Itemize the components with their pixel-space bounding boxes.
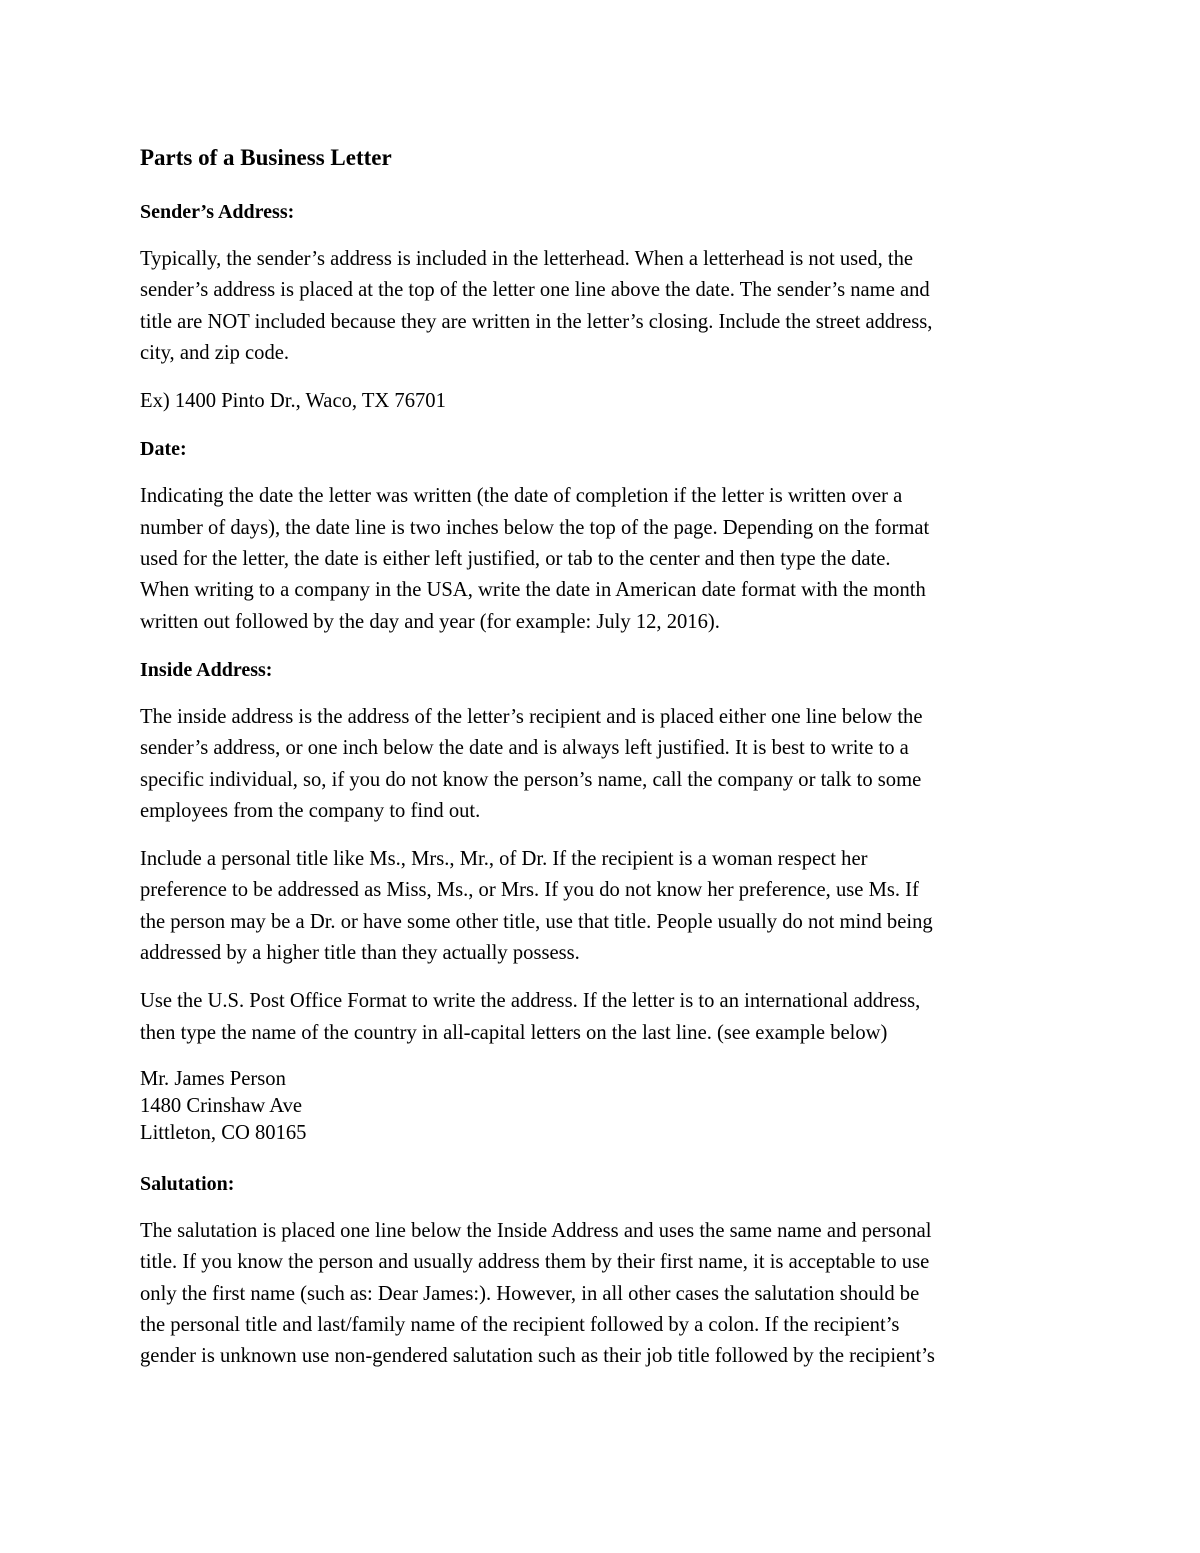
example-address-block: [140, 1066, 1060, 1147]
text-line: employees from the company to find out.: [140, 799, 481, 822]
salutation-heading: Salutation:: [140, 1172, 235, 1195]
text-line: only the first name (such as: Dear James:). However, in all other cases the salutation should be: [140, 1282, 920, 1305]
text-line: The inside address is the address of the letter’s recipient and is placed either one line below the: [140, 705, 923, 728]
inside-address-paragraph-2: [140, 844, 1060, 969]
senders-address-heading: Sender’s Address:: [140, 201, 295, 223]
address-line: Mr. James Person: [140, 1067, 286, 1090]
senders-address-paragraph: [140, 244, 1060, 369]
text-line: Typically, the sender’s address is included in the letterhead. When a letterhead is not used, the: [140, 248, 914, 270]
address-line: Littleton, CO 80165: [140, 1121, 307, 1144]
text-line: the person may be a Dr. or have some other title, use that title. People usually do not mind being: [140, 910, 933, 933]
senders-address-example: Ex) 1400 Pinto Dr., Waco, TX 76701: [140, 390, 446, 413]
inside-address-paragraph-1: [140, 702, 1060, 827]
text-line: the personal title and last/family name of the recipient followed by a colon. If the recipient’s: [140, 1313, 900, 1336]
text-line: gender is unknown use non-gendered salutation such as their job title followed by the recipient’s: [140, 1345, 935, 1368]
salutation-paragraph: [140, 1216, 1060, 1372]
text-line: sender’s address, or one inch below the date and is always left justified. It is best to write to a: [140, 737, 909, 760]
text-line: sender’s address is placed at the top of the letter one line above the date. The sender’s name and: [140, 279, 930, 302]
text-line: preference to be addressed as Miss, Ms., or Mrs. If you do not know her preference, use Ms. If: [140, 879, 919, 902]
text-line: then type the name of the country in all-capital letters on the last line. (see example below): [140, 1021, 888, 1044]
text-line: used for the letter, the date is either left justified, or tab to the center and then type the date.: [140, 548, 891, 571]
text-line: addressed by a higher title than they actually possess.: [140, 942, 580, 965]
text-line: Use the U.S. Post Office Format to write the address. If the letter is to an international address,: [140, 990, 921, 1013]
text-line: specific individual, so, if you do not know the person’s name, call the company or talk to some: [140, 768, 922, 791]
text-line: When writing to a company in the USA, write the date in American date format with the month: [140, 579, 926, 602]
text-line: city, and zip code.: [140, 341, 290, 364]
address-line: 1480 Crinshaw Ave: [140, 1094, 303, 1117]
text-line: title. If you know the person and usually address them by their first name, it is acceptable to use: [140, 1251, 930, 1274]
text-line: Indicating the date the letter was written (the date of completion if the letter is written over a: [140, 485, 903, 508]
date-heading: Date:: [140, 438, 187, 461]
inside-address-heading: Inside Address:: [140, 658, 273, 681]
text-line: Include a personal title like Ms., Mrs., Mr., of Dr. If the recipient is a woman respect her: [140, 848, 868, 871]
text-line: title are NOT included because they are written in the letter’s closing. Include the street address,: [140, 310, 933, 333]
document-page: [140, 141, 1060, 1389]
date-paragraph: [140, 481, 1060, 637]
text-line: written out followed by the day and year (for example: July 12, 2016).: [140, 610, 720, 633]
page-title: Parts of a Business Letter: [140, 145, 392, 170]
text-line: The salutation is placed one line below the Inside Address and uses the same name and personal: [140, 1219, 932, 1242]
text-line: number of days), the date line is two inches below the top of the page. Depending on the format: [140, 516, 930, 539]
inside-address-paragraph-3: [140, 986, 1060, 1049]
